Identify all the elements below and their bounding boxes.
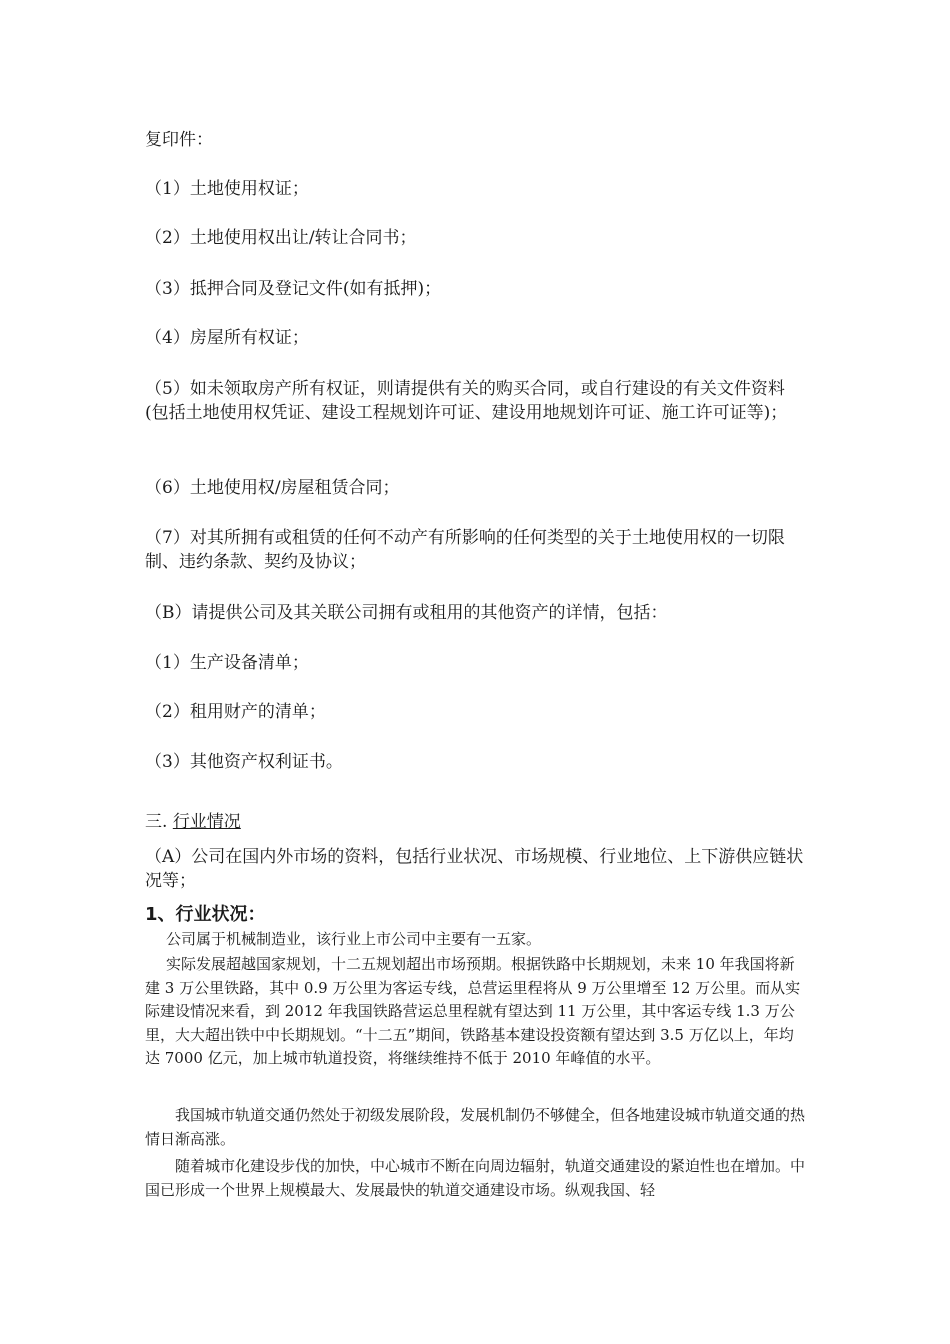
list-item: （1）土地使用权证；	[145, 179, 309, 199]
list-item: （2）土地使用权出让/转让合同书；	[145, 228, 417, 248]
list-item: （7）对其所拥有或租赁的任何不动产有所影响的任何类型的关于土地使用权的一切限制、违约条款、契约及协议；	[145, 528, 785, 572]
list-item: （4）房屋所有权证；	[145, 328, 309, 348]
section-3-title: 行业情况	[172, 812, 241, 832]
section-b-intro: （B）请提供公司及其关联公司拥有或租用的其他资产的详情，包括：	[145, 603, 668, 623]
paragraph: 随着城市化建设步伐的加快，中心城市不断在向周边辐射，轨道交通建设的紧迫性也在增加。中国已形成一个世界上规模最大、发展最快的轨道交通建设市场。纵观我国、轻	[145, 1157, 806, 1199]
paragraph: 公司属于机械制造业，该行业上市公司中主要有一五家。	[166, 930, 542, 948]
paragraph: 实际发展超越国家规划，十二五规划超出市场预期。根据铁路中长期规划，未来 10 年我国将新建 3 万公里铁路，其中 0.9 万公里为客运专线，总营运里程将从 9 万公里增至 12 万公里。而从实际建设情况来看，到 2012 年我国铁路营运总里程就有望达到 11 万公里，其中客运专线 1.3 万公里，大大超出铁中中长期规划。“十二五”期间，铁路基本建设投资额有望达到 3.5 万亿以上，年均达 7000 亿元，加上城市轨道投资，将继续维持不低于 2010 年峰值的水平。	[145, 955, 801, 1067]
list-item: （5）如未领取房产所有权证，则请提供有关的购买合同，或自行建设的有关文件资料(包括土地使用权凭证、建设工程规划许可证、建设用地规划许可证、施工许可证等)；	[145, 379, 788, 423]
list-item: （2）租用财产的清单；	[145, 702, 326, 722]
list-item: （6）土地使用权/房屋租赁合同；	[145, 478, 400, 498]
copy-label: 复印件：	[145, 130, 213, 150]
list-item: （1）生产设备清单；	[145, 653, 309, 673]
paragraph: 我国城市轨道交通仍然处于初级发展阶段，发展机制仍不够健全，但各地建设城市轨道交通的热情日渐高涨。	[145, 1106, 806, 1148]
industry-status-heading: 1、行业状况：	[145, 904, 266, 925]
section-3-number: 三.	[145, 812, 173, 832]
section-3-a: （A）公司在国内外市场的资料，包括行业状况、市场规模、行业地位、上下游供应链状况等；	[145, 847, 804, 891]
list-item: （3）抵押合同及登记文件(如有抵押)；	[145, 279, 442, 299]
list-item: （3）其他资产权利证书。	[145, 752, 343, 772]
section-3-heading	[145, 810, 805, 834]
